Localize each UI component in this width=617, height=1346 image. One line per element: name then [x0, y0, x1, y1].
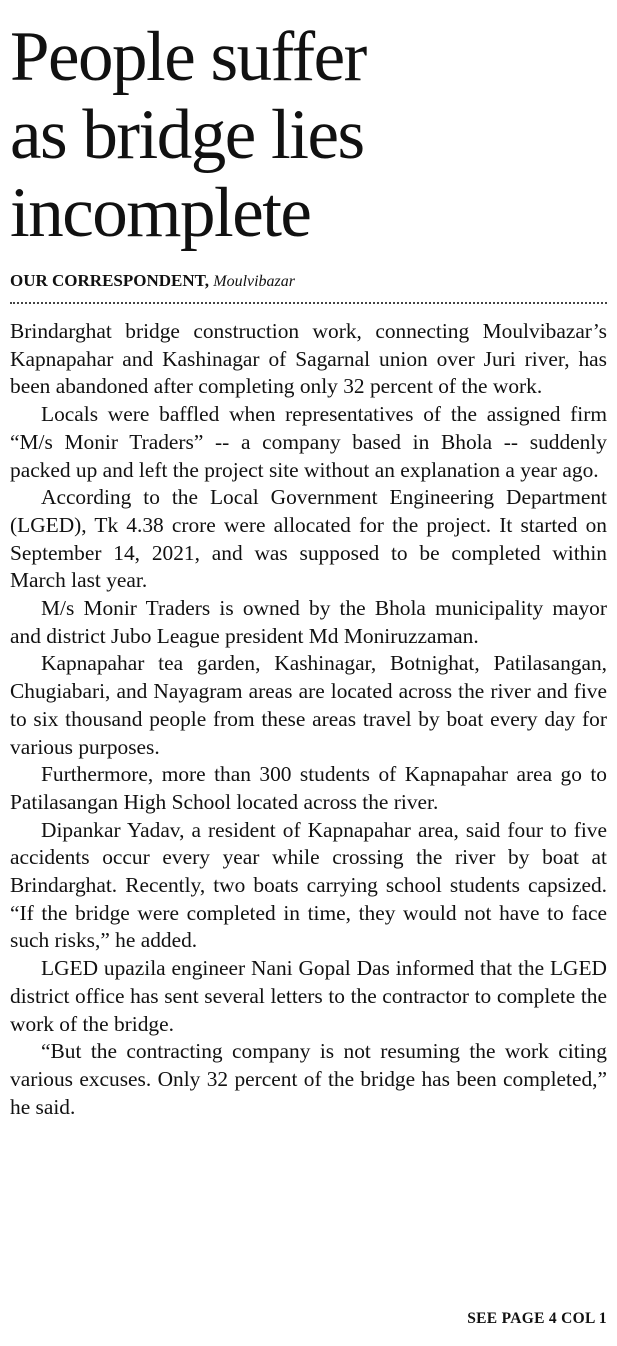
body-paragraph: Kapnapahar tea garden, Kashinagar, Botnighat, Patilasangan, Chugiabari, and Nayagram areas are located across the river and five to six thousand people from these areas travel by boat every day for various purposes. — [10, 651, 607, 759]
continued-on-page-label: SEE PAGE 4 COL 1 — [467, 1310, 607, 1327]
body-paragraph: Brindarghat bridge construction work, connecting Moulvibazar’s Kapnapahar and Kashinagar of Sagarnal union over Juri river, has been abandoned after completing only 32 percent of the work. — [10, 319, 607, 399]
body-paragraph: LGED upazila engineer Nani Gopal Das informed that the LGED district office has sent several letters to the contractor to complete the work of the bridge. — [10, 956, 607, 1036]
body-paragraph: “But the contracting company is not resuming the work citing various excuses. Only 32 percent of the bridge has been completed,” he said. — [10, 1039, 607, 1119]
headline-line: incomplete — [10, 174, 311, 252]
article-body — [10, 318, 607, 1121]
dotted-divider — [10, 302, 607, 304]
body-paragraph: Locals were baffled when representatives of the assigned firm “M/s Monir Traders” -- a company based in Bhola -- suddenly packed up and left the project site without an explanation a year ago. — [10, 402, 607, 482]
news-article — [10, 18, 607, 1121]
headline-line: People suffer — [10, 18, 366, 96]
body-paragraph: Furthermore, more than 300 students of Kapnapahar area go to Patilasangan High School located across the river. — [10, 762, 607, 814]
headline — [10, 18, 607, 252]
byline — [10, 270, 607, 293]
headline-line: as bridge lies — [10, 96, 364, 174]
body-paragraph: According to the Local Government Engineering Department (LGED), Tk 4.38 crore were allocated for the project. It started on September 14, 2021, and was supposed to be completed within March last year. — [10, 485, 607, 593]
body-paragraph: M/s Monir Traders is owned by the Bhola municipality mayor and district Jubo League president Md Moniruzzaman. — [10, 596, 607, 648]
byline-author: OUR CORRESPONDENT, — [10, 271, 209, 290]
byline-location: Moulvibazar — [213, 273, 296, 290]
body-paragraph: Dipankar Yadav, a resident of Kapnapahar area, said four to five accidents occur every year while crossing the river by boat at Brindarghat. Recently, two boats carrying school students capsized. “If the bridge were completed in time, they would not have to face such risks,” he added. — [10, 817, 607, 953]
